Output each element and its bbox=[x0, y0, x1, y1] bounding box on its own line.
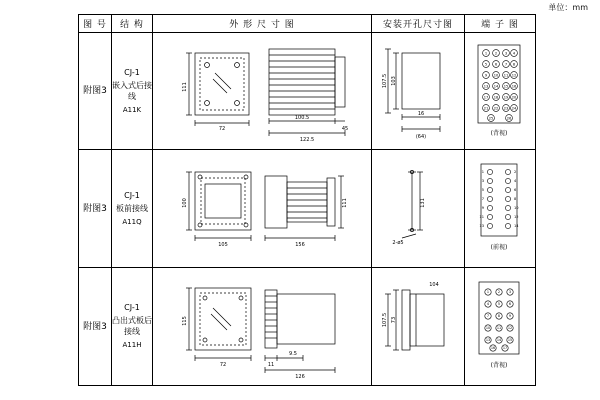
svg-text:13: 13 bbox=[483, 84, 489, 89]
svg-text:11: 11 bbox=[503, 73, 509, 78]
row1-dim-111: 111 bbox=[182, 81, 188, 92]
header-cell-structure: 结 构 bbox=[112, 15, 153, 33]
svg-text:20: 20 bbox=[511, 95, 517, 100]
unit-note: 单位：mm bbox=[548, 3, 588, 12]
row2-drawing-no: 附图3 bbox=[79, 150, 112, 268]
row2-dim-156: 156 bbox=[295, 242, 305, 249]
row1-structure-text: 嵌入式后接线 bbox=[112, 80, 152, 101]
svg-text:17: 17 bbox=[483, 95, 489, 100]
header-cell-outline: 外 形 尺 寸 图 bbox=[153, 15, 372, 33]
svg-text:15: 15 bbox=[503, 84, 509, 89]
row3-dim-72: 72 bbox=[219, 362, 227, 369]
svg-text:5: 5 bbox=[497, 302, 501, 307]
svg-text:6: 6 bbox=[514, 188, 517, 193]
row3-hole-drawing bbox=[372, 268, 465, 386]
row3-structure-suffix: A11H bbox=[122, 341, 142, 350]
svg-text:3: 3 bbox=[504, 51, 508, 56]
svg-text:24: 24 bbox=[511, 106, 517, 111]
header-cell-terminal: 端 子 图 bbox=[465, 15, 536, 33]
row1-structure-suffix: A11K bbox=[122, 105, 142, 114]
svg-text:10: 10 bbox=[485, 326, 491, 331]
row2-hole-drawing bbox=[372, 150, 465, 268]
row2-structure bbox=[112, 150, 153, 268]
row3-outline-drawing bbox=[153, 268, 372, 386]
table-header-row bbox=[79, 15, 536, 33]
svg-text:8: 8 bbox=[514, 197, 517, 202]
svg-text:6: 6 bbox=[494, 62, 498, 67]
table-row bbox=[79, 150, 536, 268]
svg-text:19: 19 bbox=[503, 95, 509, 100]
svg-text:17: 17 bbox=[502, 346, 508, 351]
row2-hole-dim-2d5: 2-ø5 bbox=[392, 240, 404, 247]
svg-text:15: 15 bbox=[507, 338, 513, 343]
row3-dim-126: 126 bbox=[295, 374, 305, 381]
row1-hole-dim-64: (64) bbox=[415, 133, 427, 140]
row2-terminal-caption: (前视) bbox=[490, 244, 508, 252]
row2-dim-105: 105 bbox=[218, 242, 228, 249]
svg-text:12: 12 bbox=[511, 73, 517, 78]
svg-text:12: 12 bbox=[507, 326, 513, 331]
row1-hole-drawing bbox=[372, 32, 465, 150]
row1-hole-dim-1075: 107.5 bbox=[382, 73, 388, 88]
svg-text:14: 14 bbox=[496, 338, 502, 343]
row1-dim-1225: 122.5 bbox=[299, 136, 315, 143]
row2-hole-dim-131: 131 bbox=[420, 198, 426, 209]
spec-table bbox=[78, 14, 536, 386]
row1-structure bbox=[112, 32, 153, 150]
row1-structure-code: CJ-1 bbox=[124, 67, 140, 77]
svg-text:23: 23 bbox=[503, 106, 509, 111]
row3-structure-text: 凸出式板后接线 bbox=[112, 316, 152, 337]
row1-dim-72: 72 bbox=[218, 125, 226, 132]
svg-text:1: 1 bbox=[486, 290, 490, 295]
row1-outline-drawing bbox=[153, 32, 372, 150]
svg-text:4: 4 bbox=[486, 302, 490, 307]
svg-text:14: 14 bbox=[493, 84, 499, 89]
row3-dim-115: 115 bbox=[182, 316, 188, 326]
svg-text:9: 9 bbox=[481, 206, 484, 211]
table-row bbox=[79, 32, 536, 150]
row3-drawing-no: 附图3 bbox=[79, 268, 112, 386]
svg-text:1: 1 bbox=[484, 51, 488, 56]
svg-text:11: 11 bbox=[496, 326, 502, 331]
svg-text:8: 8 bbox=[512, 62, 516, 67]
svg-text:9: 9 bbox=[484, 73, 488, 78]
header-cell-drawing-no: 图 号 bbox=[79, 15, 112, 33]
row1-hole-dim-16: 16 bbox=[417, 110, 425, 117]
svg-text:14: 14 bbox=[514, 224, 519, 229]
svg-text:12: 12 bbox=[514, 215, 519, 220]
svg-text:13: 13 bbox=[479, 224, 484, 229]
row1-hole-dim-103: 103 bbox=[391, 75, 397, 86]
svg-text:3: 3 bbox=[508, 290, 512, 295]
row3-dim-95: 9.5 bbox=[289, 351, 297, 358]
row3-dim-11: 11 bbox=[267, 362, 275, 369]
svg-text:6: 6 bbox=[508, 302, 512, 307]
svg-text:4: 4 bbox=[512, 51, 516, 56]
row3-hole-dim-73: 73 bbox=[391, 317, 397, 324]
row2-structure-suffix: A11Q bbox=[122, 217, 142, 226]
svg-text:3: 3 bbox=[481, 179, 484, 184]
row2-structure-code: CJ-1 bbox=[124, 190, 140, 200]
svg-text:16: 16 bbox=[490, 346, 496, 351]
row3-structure-code: CJ-1 bbox=[124, 303, 140, 313]
svg-text:7: 7 bbox=[481, 197, 484, 202]
svg-text:1: 1 bbox=[481, 170, 484, 175]
svg-text:5: 5 bbox=[481, 188, 484, 193]
svg-text:22: 22 bbox=[493, 106, 499, 111]
row3-hole-dim-104: 104 bbox=[429, 282, 439, 289]
row3-terminal-caption: (背视) bbox=[490, 362, 508, 370]
svg-text:7: 7 bbox=[504, 62, 508, 67]
header-cell-hole: 安装开孔尺寸图 bbox=[372, 15, 465, 33]
svg-text:8: 8 bbox=[497, 314, 501, 319]
row2-dim-100: 100 bbox=[182, 198, 188, 209]
svg-text:5: 5 bbox=[484, 62, 488, 67]
row1-terminal-drawing bbox=[465, 32, 536, 150]
row3-structure bbox=[112, 268, 153, 386]
row2-outline-drawing bbox=[153, 150, 372, 268]
svg-text:11: 11 bbox=[479, 215, 484, 220]
row1-terminal-caption: (背视) bbox=[490, 129, 508, 137]
svg-text:13: 13 bbox=[485, 338, 491, 343]
svg-text:7: 7 bbox=[486, 314, 490, 319]
row1-drawing-no: 附图3 bbox=[79, 32, 112, 150]
row3-hole-dim-1075: 107.5 bbox=[382, 313, 388, 328]
row2-structure-text: 板前接线 bbox=[116, 203, 148, 213]
table-row bbox=[79, 268, 536, 386]
row2-dim-111: 111 bbox=[342, 198, 348, 209]
svg-text:4: 4 bbox=[514, 179, 517, 184]
svg-text:16: 16 bbox=[511, 84, 517, 89]
row3-terminal-drawing bbox=[465, 268, 536, 386]
svg-text:10: 10 bbox=[514, 206, 519, 211]
svg-text:2: 2 bbox=[494, 51, 498, 56]
row2-terminal-drawing bbox=[465, 150, 536, 268]
svg-text:25: 25 bbox=[488, 116, 494, 121]
row1-dim-1005: 100.5 bbox=[294, 114, 310, 121]
svg-text:18: 18 bbox=[493, 95, 499, 100]
svg-text:26: 26 bbox=[506, 116, 512, 121]
row1-dim-45: 45 bbox=[341, 125, 349, 132]
svg-text:21: 21 bbox=[483, 106, 489, 111]
svg-text:9: 9 bbox=[508, 314, 512, 319]
svg-text:2: 2 bbox=[497, 290, 501, 295]
svg-text:10: 10 bbox=[493, 73, 499, 78]
svg-text:2: 2 bbox=[514, 170, 517, 175]
